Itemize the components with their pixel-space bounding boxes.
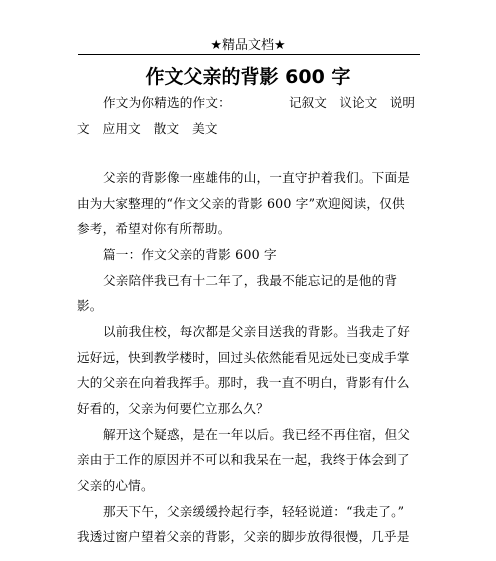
document-header: ★精品文档★ xyxy=(210,38,286,53)
paragraph-line: 那天下午，父亲缓缓拎起行李，轻轻说道：“我走了。” xyxy=(103,504,405,519)
paragraph-line: 我透过窗户望着父亲的背影，父亲的脚步放得很慢，几乎是 xyxy=(77,529,410,544)
paragraph-line: 好看的，父亲为何要伫立那么久？ xyxy=(77,401,269,416)
paragraph-line: 影。 xyxy=(77,298,103,313)
document-title: 作文父亲的背影 600 字 xyxy=(145,66,351,88)
paragraph-line: 参考，希望对你有所帮助。 xyxy=(77,221,231,236)
meta-intro: 作文为你精选的作文： xyxy=(103,95,231,110)
paragraph-line: 远好远，快到教学楼时，回过头依然能看见远处已变成手掌 xyxy=(77,350,410,365)
section-heading: 篇一：作文父亲的背影 600 字 xyxy=(103,247,277,262)
paragraph-line: 父亲的心情。 xyxy=(77,478,154,493)
paragraph-line: 父亲的背影像一座雄伟的山，一直守护着我们。下面是 xyxy=(103,170,411,185)
header-divider xyxy=(78,54,420,55)
meta-categories: 记叙文 议论文 说明 xyxy=(289,95,415,110)
paragraph-line: 父亲陪伴我已有十二年了，我最不能忘记的是他的背 xyxy=(103,273,398,288)
meta-categories-continued: 文 应用文 散文 美文 xyxy=(77,121,218,136)
paragraph-line: 大的父亲在向着我挥手。那时，我一直不明白，背影有什么 xyxy=(77,375,410,390)
paragraph-line: 由为大家整理的“作文父亲的背影 600 字”欢迎阅读，仅供 xyxy=(77,196,405,211)
paragraph-line: 解开这个疑惑，是在一年以后。我已经不再住宿，但父 xyxy=(103,427,411,442)
paragraph-line: 以前我住校，每次都是父亲目送我的背影。当我走了好 xyxy=(103,324,411,339)
paragraph-line: 亲由于工作的原因并不可以和我呆在一起，我终于体会到了 xyxy=(77,452,410,467)
